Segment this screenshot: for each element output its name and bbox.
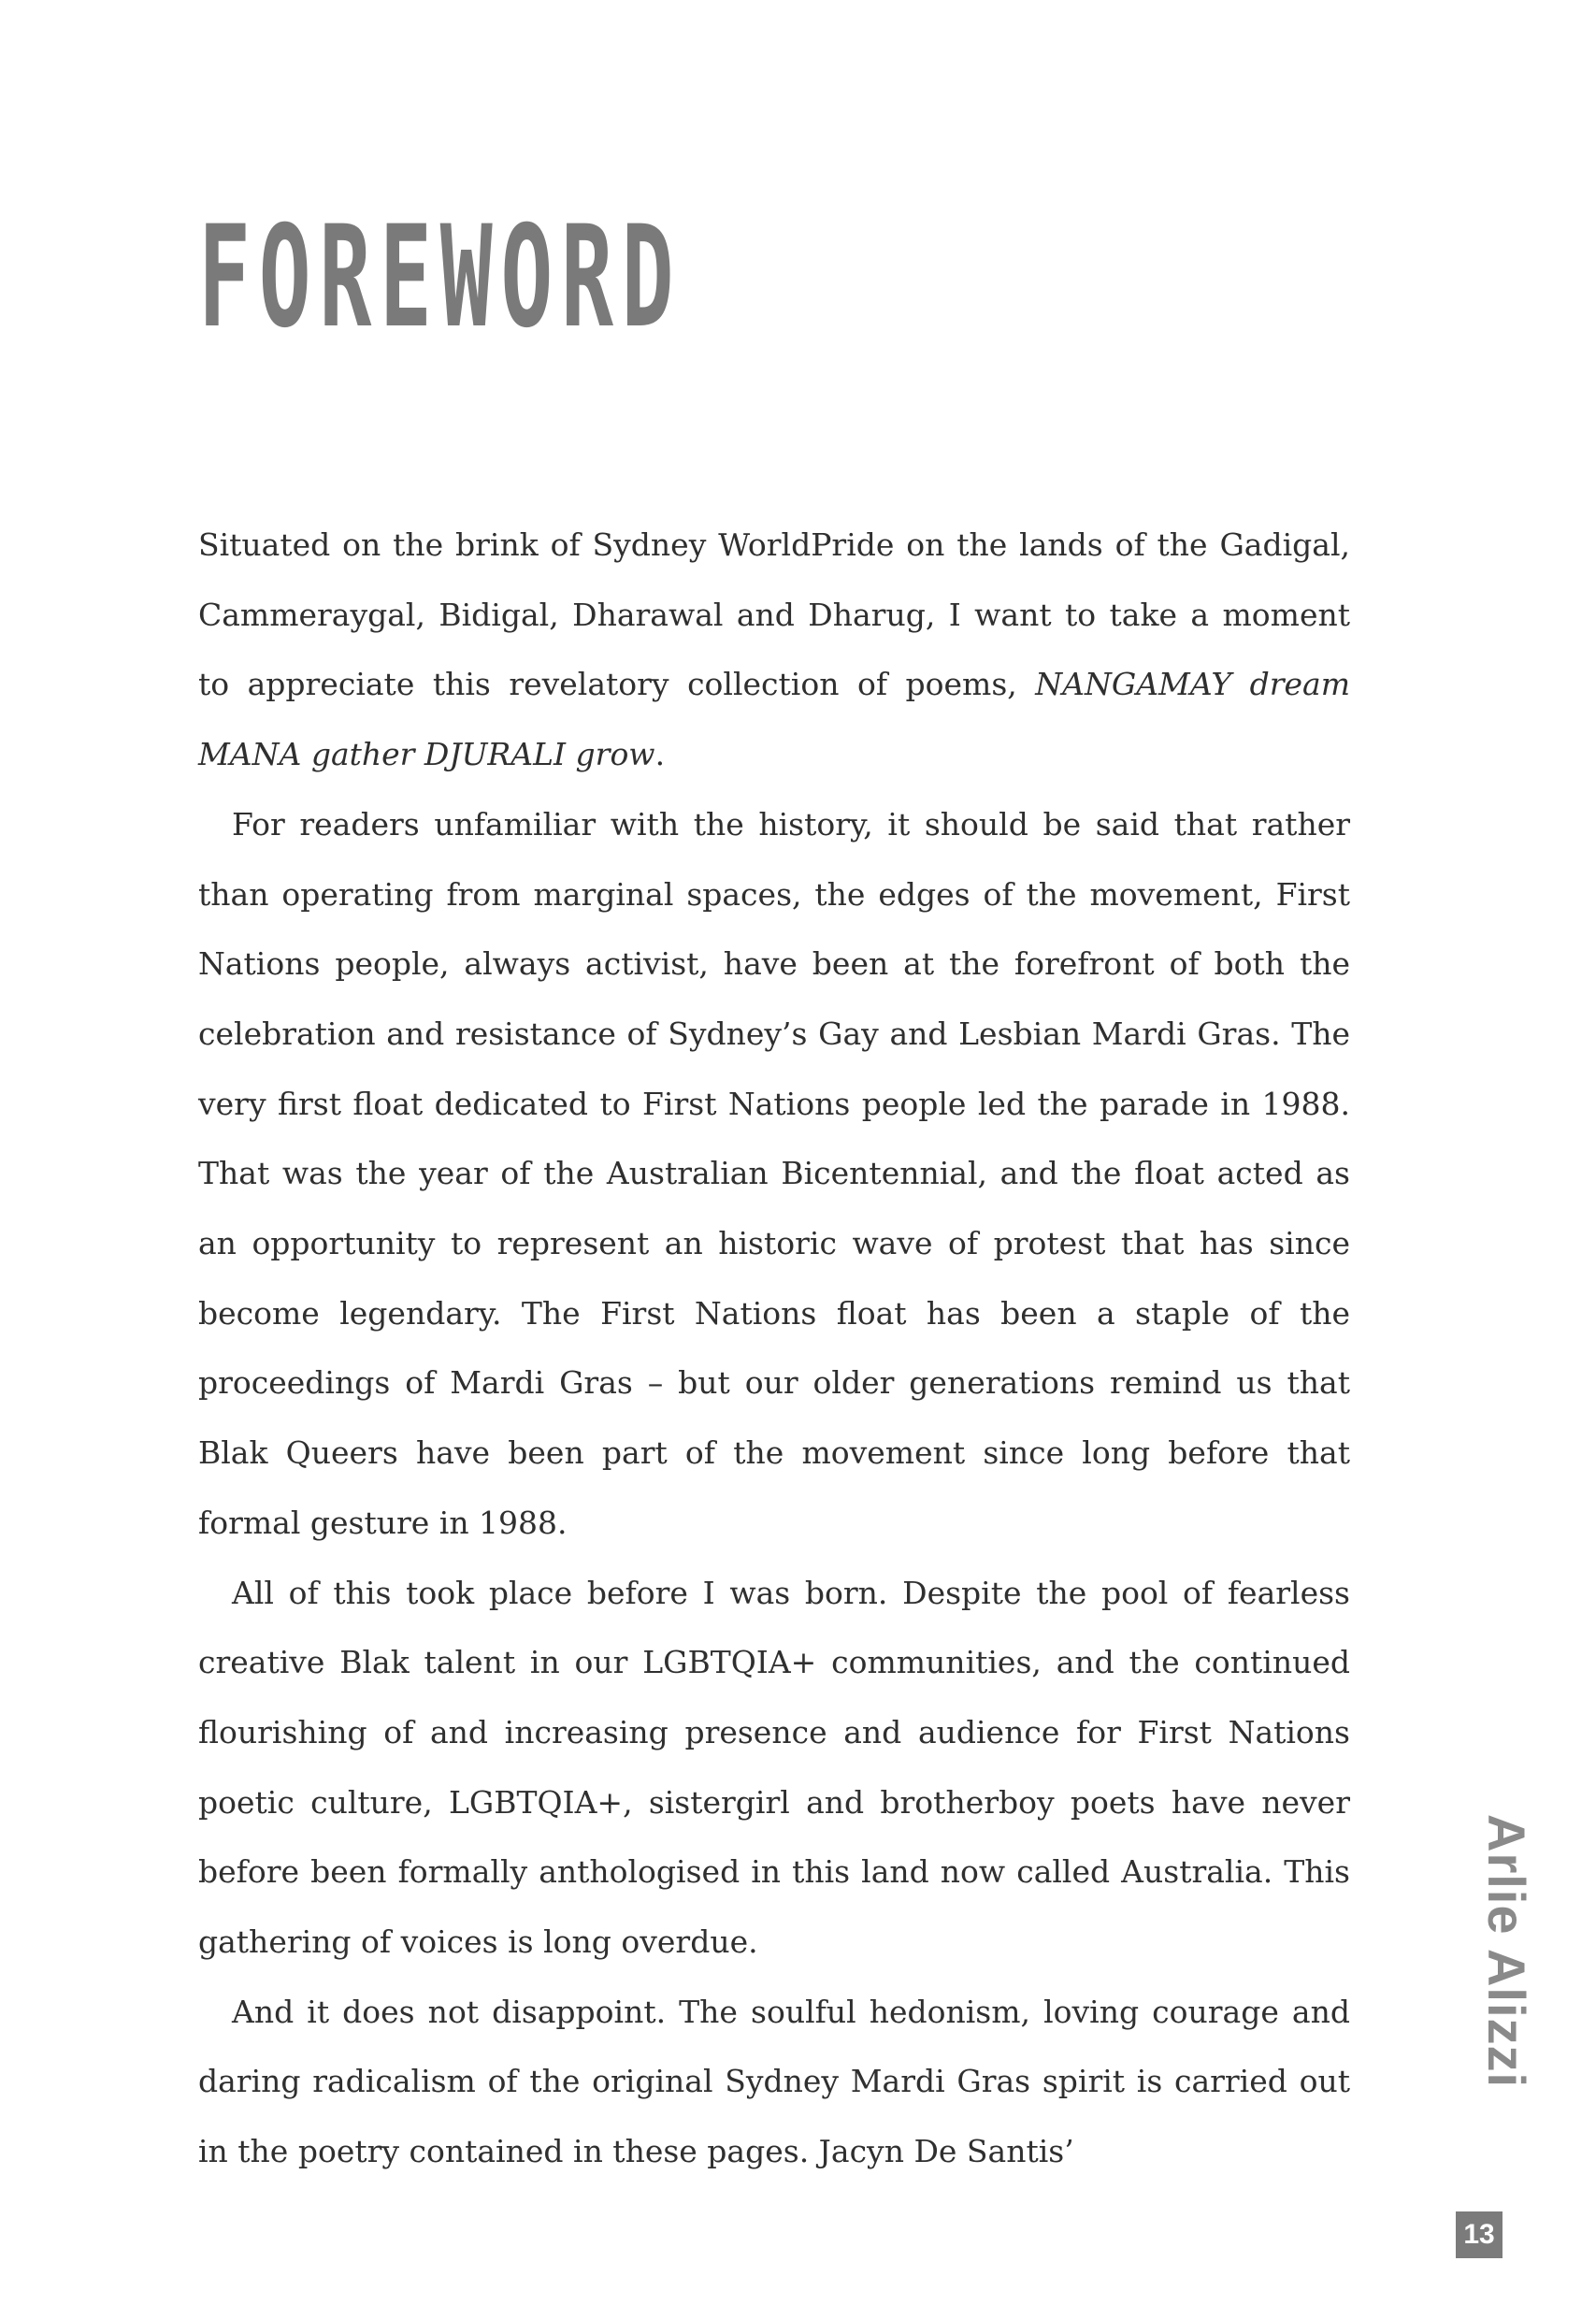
paragraph-1-text: Situated on the brink of Sydney WorldPride on the lands of the Gadigal, Cammeraygal, Bidigal, Dharawal and Dharug, I want to take a moment to appreciate this revelatory collection of poems, [198, 526, 1350, 703]
paragraph-3: All of this took place before I was born. Despite the pool of fearless creative Blak talent in our LGBTQIA+ communities, and the continued flourishing of and increasing presence and audience for First Nations poetic culture, LGBTQIA+, sistergirl and brotherboy poets have never before been formally anthologised in this land now called Australia. This gathering of voices is long overdue. [198, 1574, 1350, 1961]
book-title-italic: NANGAMAY dream MANA gather DJURALI grow [198, 666, 1350, 773]
paragraph-1-end: . [654, 736, 666, 773]
page-title: FOREWORD [198, 196, 683, 359]
paragraph-1 [198, 511, 1350, 790]
paragraph-4: And it does not disappoint. The soulful hedonism, loving courage and daring radicalism of the original Sydney Mardi Gras spirit is carried out in the poetry contained in these pages. Jacyn De Santis’ [198, 1993, 1350, 2170]
paragraph-2: For readers unfamiliar with the history, it should be said that rather than operating from marginal spaces, the edges of the movement, First Nations people, always activist, have been at the forefront of both the celebration and resistance of Sydney’s Gay and Lesbian Mardi Gras. The very first float dedicated to First Nations people led the parade in 1988. That was the year of the Australian Bicentennial, and the float acted as an opportunity to represent an historic wave of protest that has since become legendary. The First Nations float has been a staple of the proceedings of Mardi Gras – but our older generations remind us that Blak Queers have been part of the movement since long before that formal gesture in 1988. [198, 805, 1350, 1541]
foreword-body [198, 511, 1350, 2187]
page-number: 13 [1456, 2211, 1503, 2258]
author-name: Arlie Alizzi [1477, 1814, 1536, 2089]
